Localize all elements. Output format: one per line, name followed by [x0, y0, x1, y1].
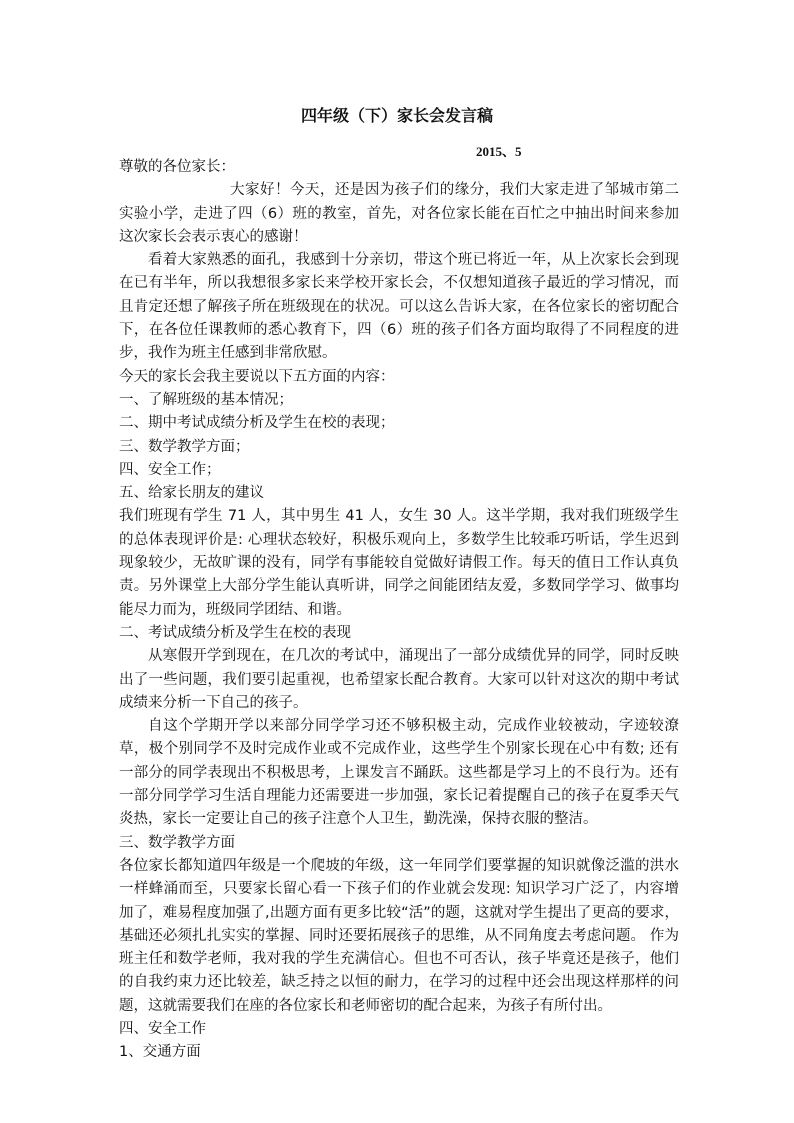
- agenda-intro: 今天的家长会我主要说以下五方面的内容：: [119, 368, 395, 385]
- document-body: [119, 156, 679, 1065]
- agenda-item: 五、给家长朋友的建议: [119, 485, 264, 502]
- agenda-item: 四、安全工作；: [119, 461, 221, 478]
- section-2-heading: 二、考试成绩分析及学生在校的表现: [119, 624, 351, 641]
- section-2-paragraph-1: 从寒假开学到现在，在几次的考试中，涌现出了一部分成绩优异的同学，同时反映出了一些问题，我们要引起重视，也希望家长配合教育。大家可以针对这次的期中考试成绩来分析一下自己的孩子。: [119, 648, 679, 711]
- section-1-paragraph: 我们班现有学生 71 人，其中男生 41 人，女生 30 人。这半学期，我对我们班级学生的总体表现评价是: 心理状态较好，积极乐观向上，多数学生比较乖巧听话，学生迟到现象较少，无故旷课的没有，同学有事能较自觉做好请假工作。每天的值日工作认真负责。另外课堂上大部分学生能认真听讲，同学之间能团结友爱，多数同学学习、做事均能尽力而为，班级同学团结、和谐。: [119, 508, 679, 618]
- section-3-heading: 三、数学教学方面: [119, 834, 235, 851]
- agenda-item: 三、数学教学方面；: [119, 438, 250, 455]
- agenda-item: 一、了解班级的基本情况；: [119, 391, 293, 408]
- section-4-heading: 四、安全工作: [119, 1020, 206, 1037]
- document-title: 四年级（下）家长会发言稿: [300, 106, 493, 125]
- document-date: 2015、5: [476, 144, 522, 159]
- section-2-paragraph-2: 自这个学期开学以来部分同学学习还不够积极主动，完成作业较被动，字迹较潦草，极个别同学不及时完成作业或不完成作业，这些学生个别家长现在心中有数; 还有一部分的同学表现出不积极思考，上课发言不踊跃。这些都是学习上的不良行为。还有一部分同学学习生活自理能力还需要进一步加强，家长记着提醒自己的孩子在夏季天气炎热，家长一定要让自己的孩子注意个人卫生，勤洗澡，保持衣服的整洁。: [119, 718, 679, 828]
- intro-paragraph-1: 大家好！今天，还是因为孩子们的缘分，我们大家走进了邹城市第二实验小学，走进了四（6）班的教室，首先，对各位家长能在百忙之中抽出时间来参加这次家长会表示衷心的感谢！: [119, 182, 679, 245]
- salutation: 尊敬的各位家长：: [119, 159, 235, 175]
- agenda-item: 二、期中考试成绩分析及学生在校的表现；: [119, 415, 395, 432]
- intro-paragraph-2: 看着大家熟悉的面孔，我感到十分亲切，带这个班已将近一年，从上次家长会到现在已有半年，所以我想很多家长来学校开家长会，不仅想知道孩子最近的学习情况，而且肯定还想了解孩子所在班级现在的状况。可以这么告诉大家，在各位家长的密切配合下，在各位任课教师的悉心教育下，四（6）班的孩子们各方面均取得了不同程度的进步，我作为班主任感到非常欣慰。: [119, 252, 679, 362]
- section-3-paragraph: 各位家长都知道四年级是一个爬坡的年级，这一年同学们要掌握的知识就像泛滥的洪水一样蜂涌而至，只要家长留心看一下孩子们的作业就会发现: 知识学习广泛了，内容增加了，难易程度加强了,出题方面有更多比较“活”的题，这就对学生提出了更高的要求，基础还必须扎扎实实的掌握、同时还要拓展孩子的思维，从不同角度去考虑问题。 作为班主任和数学老师，我对我的学生充满信心。但也不可否认，孩子毕竟还是孩子，他们的自我约束力还比较差，缺乏持之以恒的耐力，在学习的过程中还会出现这样那样的问题，这就需要我们在座的各位家长和老师密切的配合起来，为孩子有所付出。: [119, 857, 679, 1014]
- section-4-subheading: 1、交通方面: [119, 1044, 201, 1061]
